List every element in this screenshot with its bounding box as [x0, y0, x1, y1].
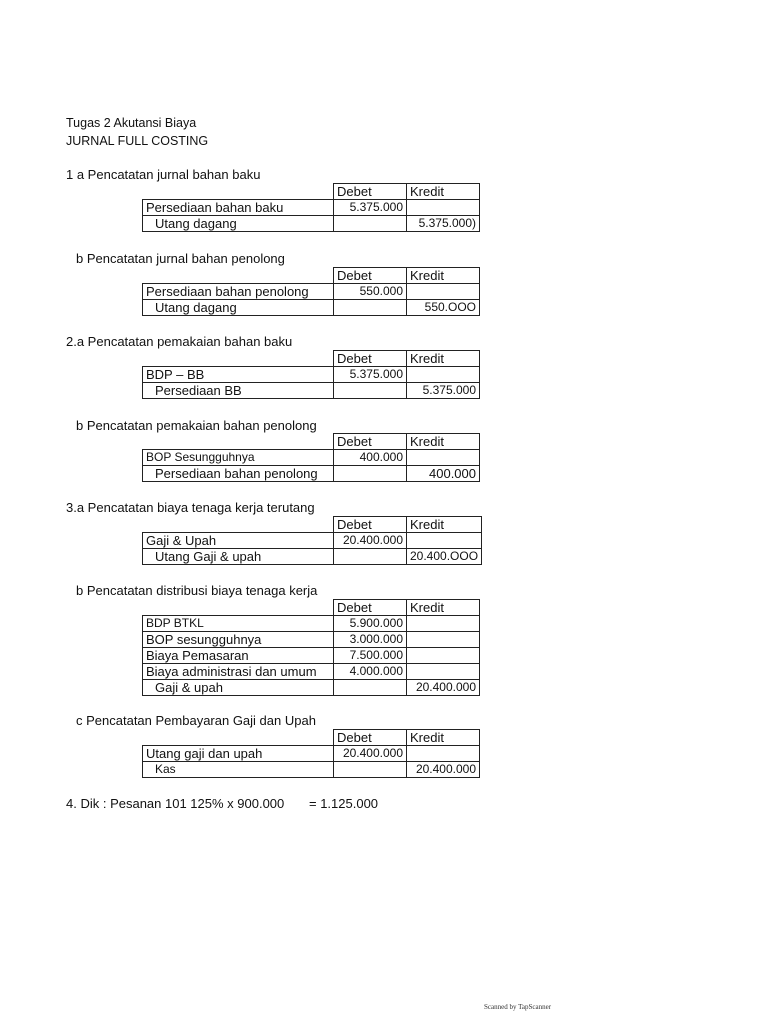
- credit-cell: [407, 648, 480, 664]
- account-cell: BOP Sesungguhnya: [143, 450, 334, 466]
- account-cell: BOP sesungguhnya: [143, 632, 334, 648]
- account-cell: BDP BTKL: [143, 616, 334, 632]
- debit-cell: [334, 680, 407, 696]
- debit-cell: 7.500.000: [334, 648, 407, 664]
- credit-cell: [407, 616, 480, 632]
- credit-cell: [407, 632, 480, 648]
- table-row: [143, 383, 480, 399]
- credit-header: Kredit: [407, 268, 480, 284]
- section-title-2b: b Pencatatan pemakaian bahan penolong: [76, 418, 317, 433]
- table-row: [143, 680, 480, 696]
- account-cell: Gaji & Upah: [143, 533, 334, 549]
- section-title-3b: b Pencatatan distribusi biaya tenaga kerja: [76, 583, 318, 598]
- account-cell: Biaya Pemasaran: [143, 648, 334, 664]
- credit-cell: 5.375.000: [407, 383, 480, 399]
- credit-cell: 20.400.000: [407, 762, 480, 778]
- table-row: [143, 746, 480, 762]
- debit-cell: [334, 466, 407, 482]
- journal-table-3b: [142, 599, 480, 696]
- account-cell: Utang Gaji & upah: [143, 549, 334, 565]
- credit-cell: 20.400.000: [407, 680, 480, 696]
- credit-cell: [407, 746, 480, 762]
- debit-cell: [334, 216, 407, 232]
- journal-table-1a: [142, 183, 480, 232]
- debit-cell: 20.400.000: [334, 746, 407, 762]
- debit-header: Debet: [334, 268, 407, 284]
- table-row: [143, 664, 480, 680]
- account-cell: Persediaan bahan penolong: [143, 284, 334, 300]
- credit-cell: 20.400.OOO: [407, 549, 482, 565]
- debit-cell: 400.000: [334, 450, 407, 466]
- credit-cell: [407, 533, 482, 549]
- debit-cell: [334, 549, 407, 565]
- section-title-2a: 2.a Pencatatan pemakaian bahan baku: [66, 334, 293, 349]
- table-row: [143, 549, 482, 565]
- debit-cell: [334, 762, 407, 778]
- journal-table-1b: [142, 267, 480, 316]
- section-title-1a: 1 a Pencatatan jurnal bahan baku: [66, 167, 261, 182]
- section-title-1b: b Pencatatan jurnal bahan penolong: [76, 251, 285, 266]
- account-cell: BDP – BB: [143, 367, 334, 383]
- credit-header: Kredit: [407, 730, 480, 746]
- debit-cell: 5.375.000: [334, 367, 407, 383]
- table-row: [143, 632, 480, 648]
- credit-header: Kredit: [407, 600, 480, 616]
- debit-cell: [334, 383, 407, 399]
- debit-header: Debet: [334, 434, 407, 450]
- credit-cell: [407, 284, 480, 300]
- item-4-result: = 1.125.000: [309, 796, 379, 811]
- journal-table-2a: [142, 350, 480, 399]
- table-row: [143, 762, 480, 778]
- scanner-footnote: Scanned by TapScanner: [484, 1003, 552, 1011]
- debit-cell: [334, 300, 407, 316]
- account-cell: Persediaan BB: [143, 383, 334, 399]
- credit-header: Kredit: [407, 434, 480, 450]
- debit-cell: 5.900.000: [334, 616, 407, 632]
- table-row: [143, 367, 480, 383]
- account-cell: Persediaan bahan penolong: [143, 466, 334, 482]
- credit-cell: [407, 367, 480, 383]
- debit-header: Debet: [334, 184, 407, 200]
- table-row: [143, 648, 480, 664]
- item-4-text: 4. Dik : Pesanan 101 125% x 900.000: [66, 796, 285, 811]
- section-title-3c: c Pencatatan Pembayaran Gaji dan Upah: [76, 713, 316, 728]
- credit-cell: [407, 200, 480, 216]
- debit-cell: 20.400.000: [334, 533, 407, 549]
- credit-cell: [407, 450, 480, 466]
- account-cell: Persediaan bahan baku: [143, 200, 334, 216]
- credit-cell: 5.375.000): [407, 216, 480, 232]
- journal-table-3c: [142, 729, 480, 778]
- credit-cell: 400.000: [407, 466, 480, 482]
- debit-header: Debet: [334, 517, 407, 533]
- debit-header: Debet: [334, 351, 407, 367]
- section-title-3a: 3.a Pencatatan biaya tenaga kerja terutang: [66, 500, 315, 515]
- journal-table-3a: [142, 516, 482, 565]
- debit-cell: 5.375.000: [334, 200, 407, 216]
- table-row: [143, 466, 480, 482]
- account-cell: Utang dagang: [143, 216, 334, 232]
- table-row: [143, 216, 480, 232]
- table-row: [143, 284, 480, 300]
- account-cell: Biaya administrasi dan umum: [143, 664, 334, 680]
- credit-header: Kredit: [407, 184, 480, 200]
- credit-header: Kredit: [407, 351, 480, 367]
- doc-subtitle: JURNAL FULL COSTING: [66, 134, 209, 148]
- debit-header: Debet: [334, 600, 407, 616]
- table-row: [143, 450, 480, 466]
- table-row: [143, 300, 480, 316]
- doc-title: Tugas 2 Akutansi Biaya: [66, 116, 197, 130]
- credit-cell: [407, 664, 480, 680]
- account-cell: Utang gaji dan upah: [143, 746, 334, 762]
- debit-header: Debet: [334, 730, 407, 746]
- debit-cell: 550.000: [334, 284, 407, 300]
- account-cell: Gaji & upah: [143, 680, 334, 696]
- account-cell: Utang dagang: [143, 300, 334, 316]
- table-row: [143, 533, 482, 549]
- table-row: [143, 616, 480, 632]
- account-cell: Kas: [143, 762, 334, 778]
- debit-cell: 4.000.000: [334, 664, 407, 680]
- credit-cell: 550.OOO: [407, 300, 480, 316]
- debit-cell: 3.000.000: [334, 632, 407, 648]
- credit-header: Kredit: [407, 517, 482, 533]
- table-row: [143, 200, 480, 216]
- journal-table-2b: [142, 433, 480, 482]
